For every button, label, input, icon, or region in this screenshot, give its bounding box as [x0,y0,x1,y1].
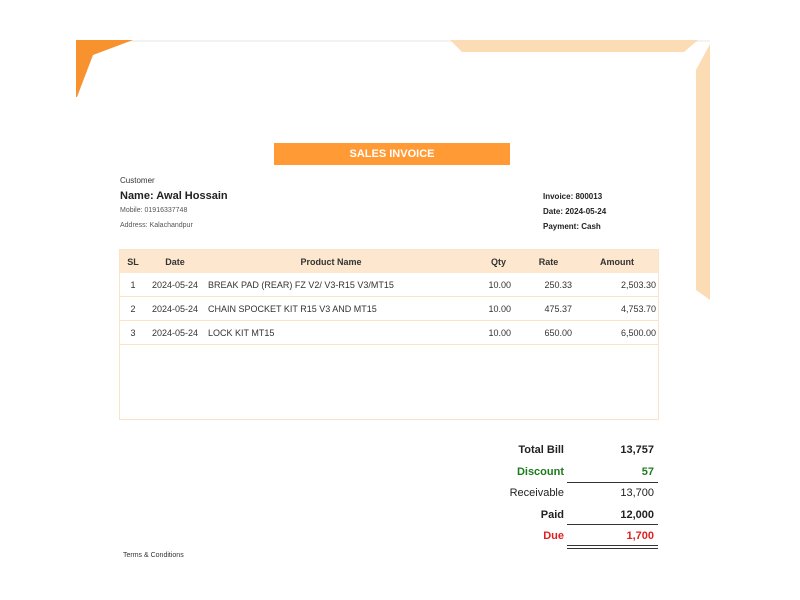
total-bill-label: Total Bill [518,444,564,456]
total-bill-value: 13,757 [620,444,654,456]
cell-qty: 10.00 [458,297,521,321]
cell-amount: 6,500.00 [576,321,658,345]
receivable-row [480,483,658,505]
items-table-container [119,249,659,420]
table-row [120,297,658,321]
cell-date: 2024-05-24 [146,273,204,297]
cell-qty: 10.00 [458,273,521,297]
cell-rate: 475.37 [521,297,576,321]
cell-qty: 10.00 [458,321,521,345]
table-row [120,273,658,297]
page-top-edge [76,40,710,42]
cell-sl: 2 [120,297,146,321]
invoice-number: Invoice: 800013 [543,192,603,201]
terms-and-conditions: Terms & Conditions [123,552,184,559]
paid-value: 12,000 [620,508,654,521]
table-row [120,321,658,345]
header-amount: Amount [576,250,658,273]
discount-value: 57 [641,465,654,478]
cell-date: 2024-05-24 [146,297,204,321]
customer-label: Customer [120,176,155,185]
header-date: Date [146,250,204,273]
due-divider [567,524,658,525]
receivable-value: 13,700 [620,487,654,499]
receivable-label: Receivable [509,487,564,499]
paid-label: Paid [540,508,564,521]
due-label: Due [543,530,564,542]
header-qty: Qty [458,250,521,273]
customer-address: Address: Kalachandpur [120,222,193,229]
cell-sl: 3 [120,321,146,345]
discount-row [480,462,658,484]
cell-rate: 650.00 [521,321,576,345]
customer-name: Name: Awal Hossain [120,190,228,202]
cell-sl: 1 [120,273,146,297]
totals-section [480,440,658,548]
paid-row [480,505,658,527]
due-value: 1,700 [626,530,654,542]
cell-product: BREAK PAD (REAR) FZ V2/ V3-R15 V3/MT15 [204,273,458,297]
cell-date: 2024-05-24 [146,321,204,345]
header-rate: Rate [521,250,576,273]
header-product-name: Product Name [204,250,458,273]
total-bill-row [480,440,658,462]
double-underline-top [567,545,658,546]
table-header-row [120,250,658,273]
invoice-date: Date: 2024-05-24 [543,207,607,216]
header-sl: SL [120,250,146,273]
discount-label: Discount [516,465,564,478]
cell-product: CHAIN SPOCKET KIT R15 V3 AND MT15 [204,297,458,321]
receivable-divider [567,482,658,483]
payment-method: Payment: Cash [543,222,601,231]
cell-product: LOCK KIT MT15 [204,321,458,345]
double-underline-bottom [567,548,658,549]
invoice-title: SALES INVOICE [274,143,510,165]
customer-mobile: Mobile: 01916337748 [120,207,188,214]
cell-amount: 2,503.30 [576,273,658,297]
items-table [120,250,658,345]
cell-rate: 250.33 [521,273,576,297]
cell-amount: 4,753.70 [576,297,658,321]
